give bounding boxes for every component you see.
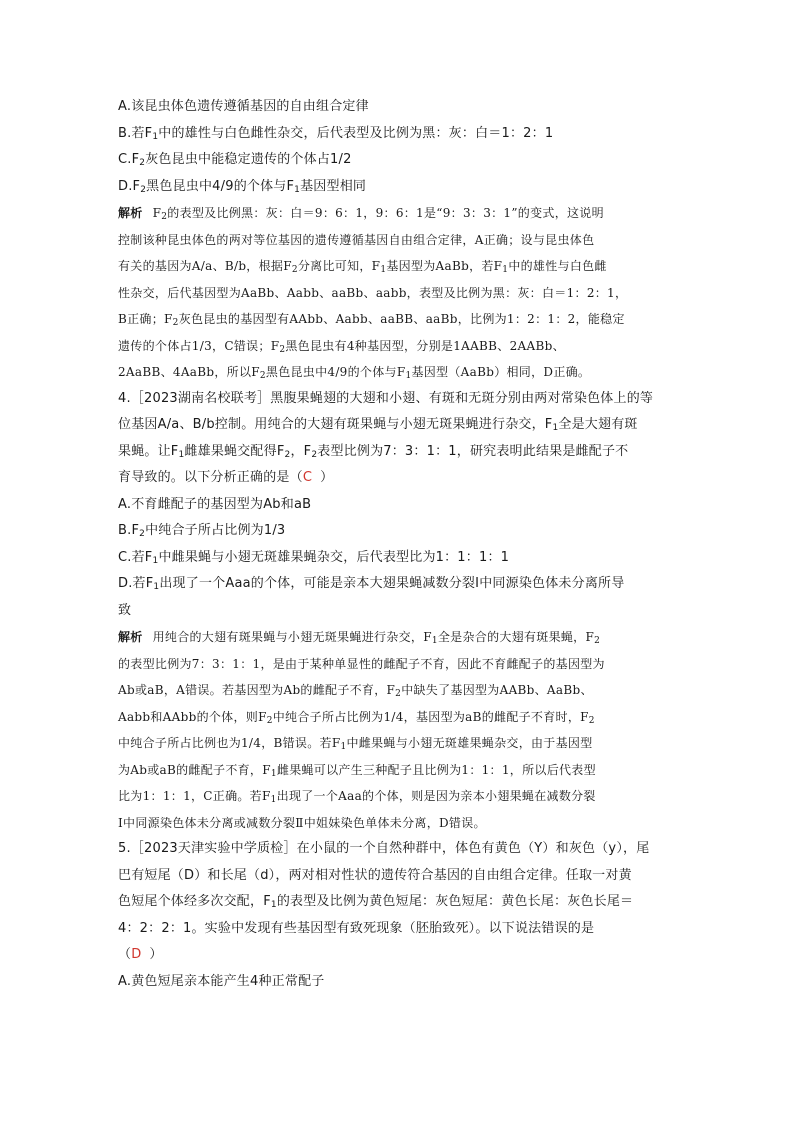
q4-explanation-line-1: 解析 用纯合的大翅有斑果蝇与小翅无斑果蝇进行杂交，$F_1$全是杂合的大翅有斑果蝇，$F_2$: [118, 630, 601, 646]
q5-option-a: A.黄色短尾亲本能产生4种正常配子: [118, 973, 325, 989]
q4-explanation-line-5: 中纯合子所占比例也为1/4，B错误。若$F_1$中雌果蝇与小翅无斑雄果蝇杂交，由于基因型: [118, 736, 593, 752]
q5-stem-line-5: （D ）: [118, 947, 163, 962]
q5-stem-line-3: 色短尾个体经多次交配，$F_1$的表型及比例为黄色短尾：灰色短尾：黄色长尾：灰色长尾＝: [118, 894, 634, 910]
document-page: [118, 94, 678, 995]
q3-explanation-line-4: 性杂交，后代基因型为AaBb、Aabb、aaBb、aabb，表型及比例为黑：灰：白＝1：2：1，: [118, 285, 628, 300]
q4-option-c: C.若$F_1$中雌果蝇与小翅无斑雄果蝇杂交，后代表型比为1：1：1：1: [118, 549, 510, 566]
q4-explanation-line-6: 为Ab或aB的雌配子不育，$F_1$雌果蝇可以产生三种配子且比例为1：1：1，所以后代表型: [118, 762, 596, 779]
q3-option-d: $D.F_2$黑色昆虫中4/9的个体与$F_1$基因型相同: [118, 178, 367, 195]
q4-explanation-line-3: Ab或aB，A错误。若基因型为Ab的雌配子不育，$F_2$中缺失了基因型为AABb、AaBb、: [118, 683, 593, 699]
q3-explanation-line-5: B正确；$F_2$灰色昆虫的基因型有AAbb、Aabb、aaBB、aaBb，比例为1：2：1：2，能稳定: [118, 312, 625, 328]
q5-stem-line-2: 巴有短尾（D）和长尾（d），两对相对性状的遗传符合基因的自由组合定律。任取一对黄: [118, 867, 632, 883]
q4-option-d-cont: 致: [118, 602, 132, 618]
q4-explanation-line-7: 比为1：1：1，C正确。若$F_1$出现了一个Aaa的个体，则是因为亲本小翅果蝇在减数分裂: [118, 789, 596, 805]
q4-answer: C: [302, 470, 313, 485]
explanation-label: 解析: [118, 206, 143, 220]
q3-option-a: A.该昆虫体色遗传遵循基因的自由组合定律: [118, 99, 369, 114]
q4-stem-line-1: 4.［2023湖南名校联考］黑腹果蝇翅的大翅和小翅、有斑和无斑分别由两对常染色体上的等: [118, 390, 654, 406]
explanation-label: 解析: [118, 630, 143, 644]
q3-explanation-line-2: 控制该种昆虫体色的两对等位基因的遗传遵循基因自由组合定律，A正确；设与昆虫体色: [118, 232, 595, 247]
q5-stem-line-1: 5.［2023天津实验中学质检］在小鼠的一个自然种群中，体色有黄色（Y）和灰色（y），尾: [118, 841, 650, 856]
q3-explanation-line-6: 遗传的个体占1/3，C错误；$F_2$黑色昆虫有4种基因型，分别是1AABB、2AABb、: [118, 338, 565, 355]
q5-stem-line-4: 4：2：2：1。实验中发现有些基因型有致死现象（胚胎致死）。以下说法错误的是: [118, 920, 595, 936]
q4-explanation-line-2: 的表型比例为7：3：1：1，是由于某种单显性的雌配子不育，因此不育雌配子的基因型为: [118, 656, 605, 671]
q5-answer: D: [131, 947, 142, 962]
q3-explanation-line-7: 2AaBB、4AaBb，所以$F_2$黑色昆虫中4/9的个体与$F_1$基因型（AaBb）相同，D正确。: [118, 365, 591, 381]
q4-explanation-line-4: Aabb和AAbb的个体，则$F_2$中纯合子所占比例为1/4，基因型为aB的雌配子不育时，$F_2$: [118, 709, 595, 726]
q4-stem-line-4: 育导致的。以下分析正确的是（C ）: [118, 470, 334, 485]
q4-option-b: $B.F_2$中纯合子所占比例为1/3: [118, 523, 286, 539]
q4-option-d: D.若$F_1$出现了一个Aaa的个体，可能是亲本大翅果蝇减数分裂Ⅰ中同源染色体未分离所导: [118, 576, 625, 592]
q3-option-c: $C.F_2$灰色昆虫中能稳定遗传的个体占1/2: [118, 152, 352, 168]
q4-option-a: A.不育雌配子的基因型为Ab和aB: [118, 496, 312, 512]
q4-stem-line-2: 位基因A/a、B/b控制。用纯合的大翅有斑果蝇与小翅无斑果蝇进行杂交，$F_1$全是大翅有斑: [118, 417, 638, 433]
q4-stem-line-3: 果蝇。让$F_1$雌雄果蝇交配得$F_2$，$F_2$表型比例为7：3：1：1，研究表明此结果是雌配子不: [118, 443, 629, 460]
q3-option-b: B.若$F_1$中的雄性与白色雌性杂交，后代表型及比例为黑：灰：白＝1：2：1: [118, 125, 554, 142]
q4-explanation-line-8: Ⅰ中同源染色体未分离或减数分裂Ⅱ中姐妹染色单体未分离，D错误。: [118, 815, 486, 830]
q3-explanation-line-1: 解析 $F_2$的表型及比例黑：灰：白＝9：6：1，9：6：1是“9：3：3：1”的变式，这说明: [118, 206, 604, 222]
q3-explanation-line-3: 有关的基因为A/a、B/b，根据$F_2$分离比可知，$F_1$基因型为AaBb，若$F_1$中的雄性与白色雌: [118, 259, 607, 275]
